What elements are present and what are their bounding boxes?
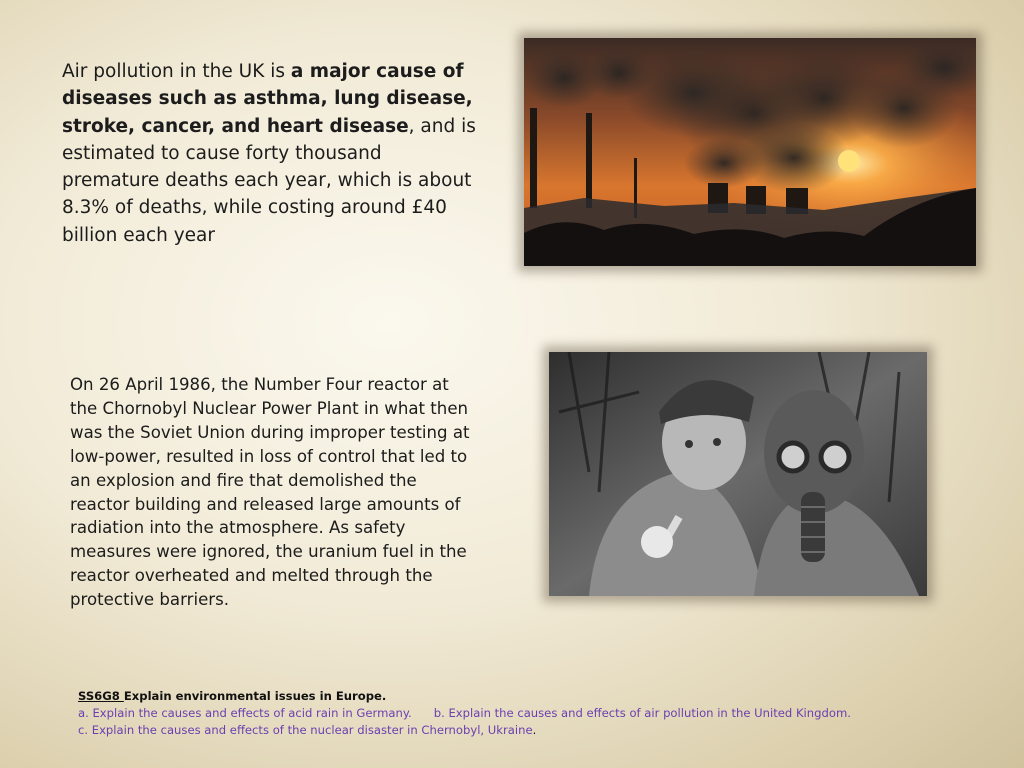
standards-box <box>78 688 978 739</box>
standard-item-c-period: . <box>532 723 537 737</box>
power-plant-illustration <box>524 38 976 266</box>
standard-items-row <box>78 705 978 722</box>
standard-heading <box>78 688 978 705</box>
air-pollution-paragraph <box>62 58 482 249</box>
sun <box>838 150 860 172</box>
power-plant-smoke-photo <box>524 38 976 266</box>
standard-title: Explain environmental issues in Europe. <box>123 689 387 703</box>
chernobyl-children-gas-mask-photo <box>549 352 927 596</box>
standard-code: SS6G8 <box>78 689 124 703</box>
air-pollution-text-end: , and is estimated to cause forty thousand premature deaths each year, which is about 8.3% of deaths, while costing around £40 billion each year <box>62 115 476 246</box>
air-pollution-bold-text: a major cause of diseases such as asthma, lung disease, stroke, cancer, and heart disease <box>62 61 473 137</box>
chernobyl-paragraph: On 26 April 1986, the Number Four reactor at the Chornobyl Nuclear Power Plant in what then was the Soviet Union during improper testing at low-power, resulted in loss of control that led to an explosion and fire that demolished the reactor building and released large amounts of radiation into the atmosphere. As safety measures were ignored, the uranium fuel in the reactor overheated and melted through the protective barriers. <box>70 375 470 610</box>
standard-item-b: b. Explain the causes and effects of air pollution in the United Kingdom. <box>433 706 851 720</box>
standard-item-a: a. Explain the causes and effects of acid rain in Germany. <box>78 706 412 720</box>
standard-item-c: c. Explain the causes and effects of the nuclear disaster in Chernobyl, Ukraine <box>78 723 533 737</box>
flask <box>641 526 673 558</box>
air-pollution-text-start: Air pollution in the UK is <box>62 61 291 82</box>
children-illustration <box>549 352 927 596</box>
standard-item-c-row <box>78 722 978 739</box>
